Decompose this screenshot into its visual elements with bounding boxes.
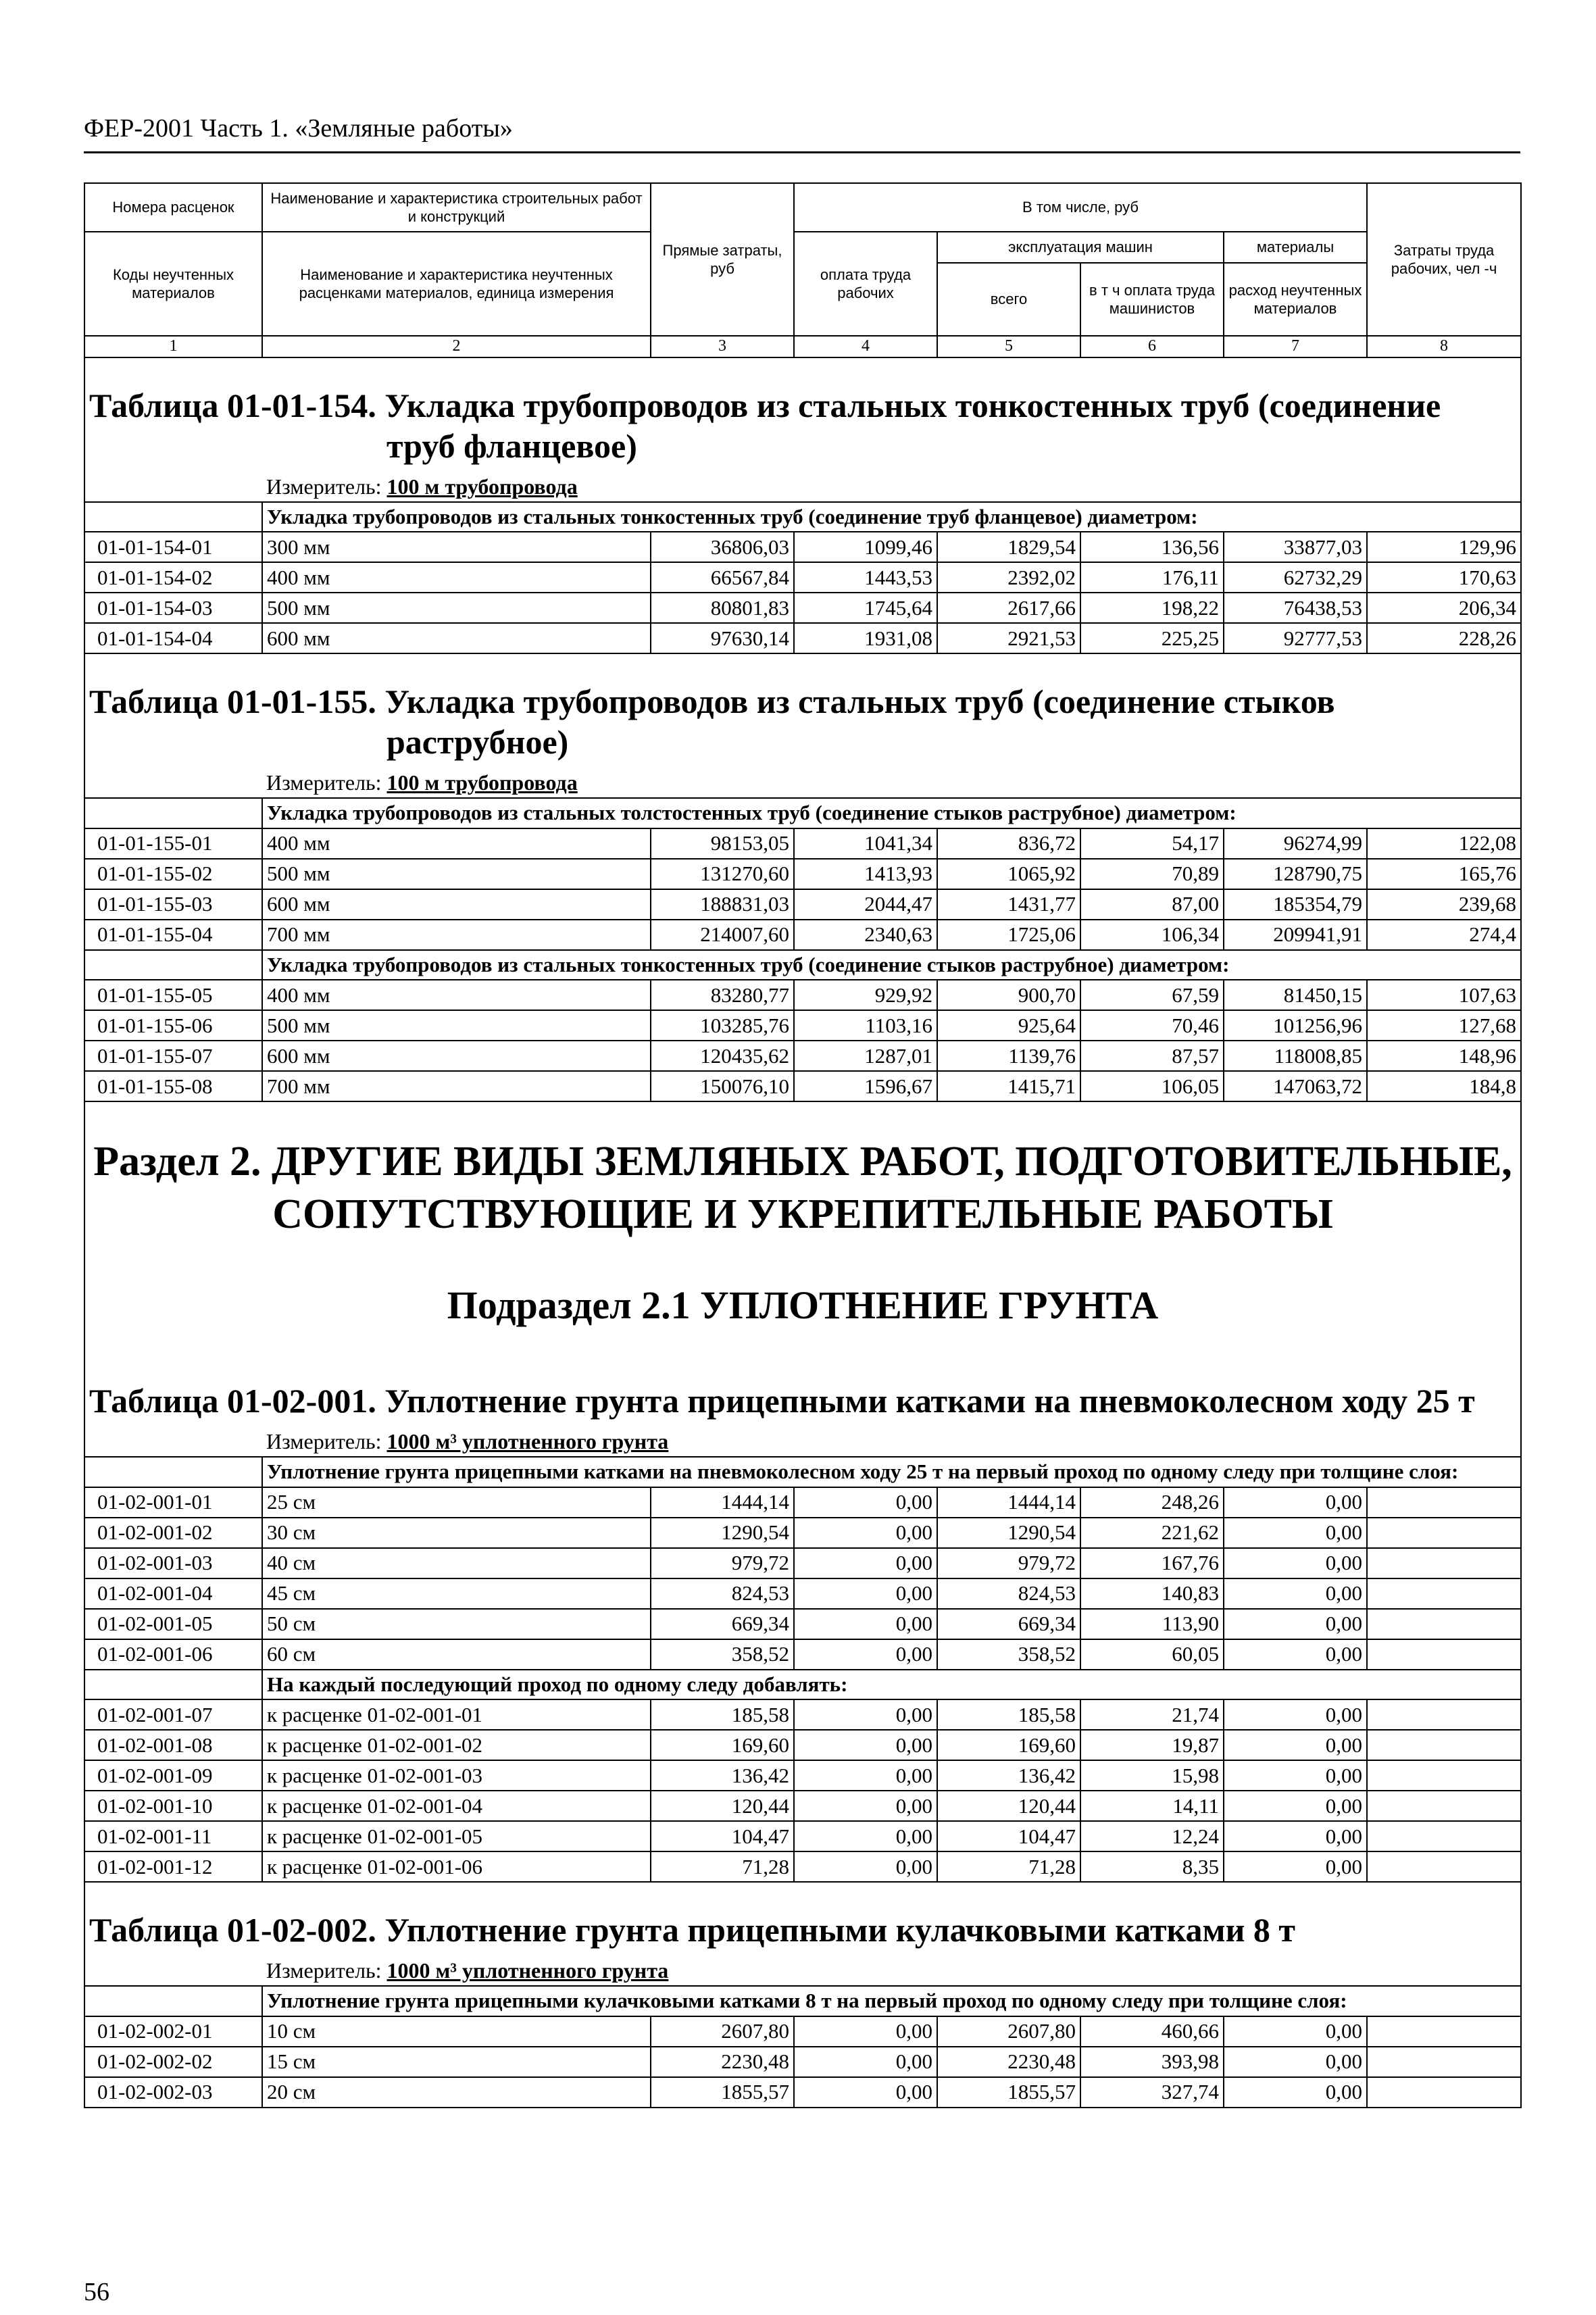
table-title: Таблица 01-01-154. Укладка трубопроводов из стальных тонкостенных труб (соединение труб фланцевое) xyxy=(84,357,1521,470)
cell: 54,17 xyxy=(1080,828,1224,859)
cell: 0,00 xyxy=(1224,2016,1367,2047)
cell: 169,60 xyxy=(651,1730,794,1760)
cell: 1065,92 xyxy=(937,859,1080,889)
col-workers-pay: оплата труда рабочих xyxy=(794,232,937,336)
cell: 136,56 xyxy=(1080,532,1224,562)
cell: 979,72 xyxy=(651,1548,794,1578)
cell: 21,74 xyxy=(1080,1699,1224,1730)
col-machines-header: эксплуатация машин xyxy=(937,232,1224,263)
cell: 14,11 xyxy=(1080,1791,1224,1821)
cell: 221,62 xyxy=(1080,1518,1224,1548)
cell: 0,00 xyxy=(1224,1518,1367,1548)
cell: 0,00 xyxy=(794,1578,937,1609)
table-row xyxy=(84,1851,1521,1882)
measure-line: Измеритель: 100 м трубопровода xyxy=(262,766,1521,798)
cell: 0,00 xyxy=(794,1851,937,1882)
cell xyxy=(84,1986,262,2016)
cell xyxy=(84,1425,262,1457)
cell: к расценке 01-02-001-05 xyxy=(262,1821,651,1851)
cell: 71,28 xyxy=(651,1851,794,1882)
cell xyxy=(1367,1609,1521,1639)
cell: 0,00 xyxy=(1224,1487,1367,1518)
cell: 1725,06 xyxy=(937,920,1080,950)
table-row xyxy=(84,562,1521,593)
cell: 0,00 xyxy=(1224,1760,1367,1791)
cell xyxy=(1367,1578,1521,1609)
cell: 67,59 xyxy=(1080,980,1224,1010)
cell: 140,83 xyxy=(1080,1578,1224,1609)
cell: 185,58 xyxy=(937,1699,1080,1730)
cell xyxy=(1367,1760,1521,1791)
cell: 96274,99 xyxy=(1224,828,1367,859)
cell: 30 см xyxy=(262,1518,651,1548)
cell: 2607,80 xyxy=(651,2016,794,2047)
cell: 925,64 xyxy=(937,1010,1080,1041)
cell: 700 мм xyxy=(262,1071,651,1101)
cell: 1099,46 xyxy=(794,532,937,562)
cell: 36806,03 xyxy=(651,532,794,562)
cell: 2921,53 xyxy=(937,623,1080,653)
cell: 0,00 xyxy=(1224,2077,1367,2108)
cell: 300 мм xyxy=(262,532,651,562)
measure-line: Измеритель: 1000 м³ уплотненного грунта xyxy=(262,1954,1521,1986)
cell: 400 мм xyxy=(262,828,651,859)
cell: 0,00 xyxy=(1224,1791,1367,1821)
running-header: ФЕР-2001 Часть 1. «Земляные работы» xyxy=(84,114,513,143)
cell xyxy=(1367,1730,1521,1760)
col-operators-pay: в т ч оплата труда машинистов xyxy=(1080,263,1224,336)
table-row xyxy=(84,1609,1521,1639)
cell: 2392,02 xyxy=(937,562,1080,593)
cell: 327,74 xyxy=(1080,2077,1224,2108)
table-row xyxy=(84,1699,1521,1730)
cell: 1290,54 xyxy=(937,1518,1080,1548)
table-subheader: Уплотнение грунта прицепными кулачковыми катками 8 т на первый проход по одному следу при толщине слоя: xyxy=(262,1986,1521,2016)
cell: 185,58 xyxy=(651,1699,794,1730)
cell: 669,34 xyxy=(937,1609,1080,1639)
table-row xyxy=(84,1639,1521,1670)
col-materials-header: материалы xyxy=(1224,232,1367,263)
cell: 118008,85 xyxy=(1224,1041,1367,1071)
cell: 1745,64 xyxy=(794,593,937,623)
cell: 106,05 xyxy=(1080,1071,1224,1101)
cell: 120435,62 xyxy=(651,1041,794,1071)
cell xyxy=(84,1457,262,1487)
rate-code: 01-01-155-02 xyxy=(84,859,262,889)
table-row xyxy=(84,1578,1521,1609)
cell: 1415,71 xyxy=(937,1071,1080,1101)
table-row xyxy=(84,1487,1521,1518)
cell: 127,68 xyxy=(1367,1010,1521,1041)
cell: 169,60 xyxy=(937,1730,1080,1760)
cell: 185354,79 xyxy=(1224,889,1367,920)
table-row xyxy=(84,2047,1521,2077)
cell: 120,44 xyxy=(651,1791,794,1821)
cell: 0,00 xyxy=(794,1821,937,1851)
cell: 929,92 xyxy=(794,980,937,1010)
cell: 104,47 xyxy=(937,1821,1080,1851)
cell: 0,00 xyxy=(794,1487,937,1518)
cell xyxy=(1367,2047,1521,2077)
cell: 147063,72 xyxy=(1224,1071,1367,1101)
cell: 45 см xyxy=(262,1578,651,1609)
rate-code: 01-01-154-04 xyxy=(84,623,262,653)
cell: 12,24 xyxy=(1080,1821,1224,1851)
cell xyxy=(1367,2016,1521,2047)
rate-code: 01-01-155-08 xyxy=(84,1071,262,1101)
cell: 120,44 xyxy=(937,1791,1080,1821)
cell xyxy=(84,1670,262,1700)
cell: 81450,15 xyxy=(1224,980,1367,1010)
table-row xyxy=(84,889,1521,920)
rate-code: 01-01-155-05 xyxy=(84,980,262,1010)
rate-code: 01-01-155-03 xyxy=(84,889,262,920)
cell: 1829,54 xyxy=(937,532,1080,562)
cell: 71,28 xyxy=(937,1851,1080,1882)
table-row xyxy=(84,1010,1521,1041)
rate-code: 01-01-155-06 xyxy=(84,1010,262,1041)
cell: 103285,76 xyxy=(651,1010,794,1041)
table-row xyxy=(84,1548,1521,1578)
cell: 150076,10 xyxy=(651,1071,794,1101)
table-row xyxy=(84,1518,1521,1548)
cell: 2230,48 xyxy=(937,2047,1080,2077)
cell xyxy=(1367,1851,1521,1882)
col-direct-costs: Прямые затраты, руб xyxy=(651,183,794,336)
rate-code: 01-02-001-02 xyxy=(84,1518,262,1548)
cell: 165,76 xyxy=(1367,859,1521,889)
cell: 0,00 xyxy=(794,1730,937,1760)
table-subheader: Уплотнение грунта прицепными катками на пневмоколесном ходу 25 т на первый проход по одному следу при толщине слоя: xyxy=(262,1457,1521,1487)
cell: 209941,91 xyxy=(1224,920,1367,950)
cell: к расценке 01-02-001-03 xyxy=(262,1760,651,1791)
rate-code: 01-02-001-07 xyxy=(84,1699,262,1730)
cell: 83280,77 xyxy=(651,980,794,1010)
cell: 87,57 xyxy=(1080,1041,1224,1071)
rate-code: 01-02-001-01 xyxy=(84,1487,262,1518)
cell: 1103,16 xyxy=(794,1010,937,1041)
table-row xyxy=(84,828,1521,859)
rate-code: 01-02-001-09 xyxy=(84,1760,262,1791)
cell: 248,26 xyxy=(1080,1487,1224,1518)
cell: 15 см xyxy=(262,2047,651,2077)
cell xyxy=(1367,1791,1521,1821)
cell: к расценке 01-02-001-04 xyxy=(262,1791,651,1821)
table-row xyxy=(84,593,1521,623)
cell: 274,4 xyxy=(1367,920,1521,950)
cell: 106,34 xyxy=(1080,920,1224,950)
rate-code: 01-02-001-12 xyxy=(84,1851,262,1882)
cell: 10 см xyxy=(262,2016,651,2047)
cell: 214007,60 xyxy=(651,920,794,950)
cell: 1444,14 xyxy=(937,1487,1080,1518)
col-material-names: Наименование и характеристика неучтенных расценками материалов, единица измерения xyxy=(262,232,651,336)
rate-code: 01-02-001-03 xyxy=(84,1548,262,1578)
cell: 669,34 xyxy=(651,1609,794,1639)
cell xyxy=(84,766,262,798)
cell: 600 мм xyxy=(262,889,651,920)
cell: 0,00 xyxy=(794,2077,937,2108)
section-title: Раздел 2. ДРУГИЕ ВИДЫ ЗЕМЛЯНЫХ РАБОТ, ПОДГОТОВИТЕЛЬНЫЕ, СОПУТСТВУЮЩИЕ И УКРЕПИТЕЛЬНЫЕ РАБОТЫ xyxy=(84,1101,1521,1258)
table-row xyxy=(84,1041,1521,1071)
col-labour-hours: Затраты труда рабочих, чел -ч xyxy=(1367,183,1521,336)
cell: 0,00 xyxy=(1224,1821,1367,1851)
cell: 167,76 xyxy=(1080,1548,1224,1578)
cell: 1855,57 xyxy=(937,2077,1080,2108)
cell: 0,00 xyxy=(1224,1699,1367,1730)
cell: 600 мм xyxy=(262,623,651,653)
table-row xyxy=(84,1071,1521,1101)
cell: 122,08 xyxy=(1367,828,1521,859)
cell: 1287,01 xyxy=(794,1041,937,1071)
cell xyxy=(84,798,262,828)
col-materials-use: расход неучтенных материалов xyxy=(1224,263,1367,336)
cell: 900,70 xyxy=(937,980,1080,1010)
column-numbers-row: 1 2 3 4 5 6 7 8 xyxy=(84,336,1521,357)
cell: 0,00 xyxy=(794,2047,937,2077)
price-table xyxy=(84,182,1522,2108)
cell: 0,00 xyxy=(794,1791,937,1821)
cell: 2230,48 xyxy=(651,2047,794,2077)
cell xyxy=(1367,1699,1521,1730)
cell: 128790,75 xyxy=(1224,859,1367,889)
cell: 148,96 xyxy=(1367,1041,1521,1071)
cell: 60,05 xyxy=(1080,1639,1224,1670)
measure-line: Измеритель: 1000 м³ уплотненного грунта xyxy=(262,1425,1521,1457)
table-title: Таблица 01-02-001. Уплотнение грунта прицепными катками на пневмоколесном ходу 25 т xyxy=(84,1353,1521,1425)
col-name-header: Наименование и характеристика строительных работ и конструкций xyxy=(262,183,651,232)
cell: 80801,83 xyxy=(651,593,794,623)
rate-code: 01-02-001-04 xyxy=(84,1578,262,1609)
cell: 113,90 xyxy=(1080,1609,1224,1639)
cell: 1413,93 xyxy=(794,859,937,889)
col-code-header: Номера расценок xyxy=(84,183,262,232)
subsection-title: Подраздел 2.1 УПЛОТНЕНИЕ ГРУНТА xyxy=(84,1258,1521,1353)
cell: 225,25 xyxy=(1080,623,1224,653)
table-row xyxy=(84,2016,1521,2047)
cell: 15,98 xyxy=(1080,1760,1224,1791)
cell: 979,72 xyxy=(937,1548,1080,1578)
cell: 0,00 xyxy=(794,1699,937,1730)
cell: 0,00 xyxy=(794,1760,937,1791)
cell: 92777,53 xyxy=(1224,623,1367,653)
cell xyxy=(1367,1821,1521,1851)
cell: 0,00 xyxy=(1224,2047,1367,2077)
cell: 66567,84 xyxy=(651,562,794,593)
cell xyxy=(1367,1518,1521,1548)
cell: 170,63 xyxy=(1367,562,1521,593)
rate-code: 01-01-154-03 xyxy=(84,593,262,623)
cell: 400 мм xyxy=(262,980,651,1010)
cell xyxy=(84,950,262,980)
cell: 358,52 xyxy=(937,1639,1080,1670)
rate-code: 01-01-154-01 xyxy=(84,532,262,562)
cell: 50 см xyxy=(262,1609,651,1639)
table-subheader: Укладка трубопроводов из стальных толстостенных труб (соединение стыков раструбное) диаметром: xyxy=(262,798,1521,828)
cell: 824,53 xyxy=(937,1578,1080,1609)
cell: 98153,05 xyxy=(651,828,794,859)
cell: 1596,67 xyxy=(794,1071,937,1101)
table-subheader: На каждый последующий проход по одному следу добавлять: xyxy=(262,1670,1521,1700)
cell: 2617,66 xyxy=(937,593,1080,623)
cell: 8,35 xyxy=(1080,1851,1224,1882)
cell: 60 см xyxy=(262,1639,651,1670)
cell: 1139,76 xyxy=(937,1041,1080,1071)
cell: 0,00 xyxy=(794,1639,937,1670)
table-title: Таблица 01-02-002. Уплотнение грунта прицепными кулачковыми катками 8 т xyxy=(84,1882,1521,1954)
rate-code: 01-02-001-06 xyxy=(84,1639,262,1670)
cell: 101256,96 xyxy=(1224,1010,1367,1041)
cell xyxy=(1367,1548,1521,1578)
cell: 136,42 xyxy=(651,1760,794,1791)
table-row xyxy=(84,623,1521,653)
cell: 0,00 xyxy=(1224,1609,1367,1639)
cell: 500 мм xyxy=(262,1010,651,1041)
cell: 206,34 xyxy=(1367,593,1521,623)
table-subheader: Укладка трубопроводов из стальных тонкостенных труб (соединение стыков раструбное) диаметром: xyxy=(262,950,1521,980)
table-subheader: Укладка трубопроводов из стальных тонкостенных труб (соединение труб фланцевое) диаметром: xyxy=(262,502,1521,532)
cell: 500 мм xyxy=(262,859,651,889)
cell: 107,63 xyxy=(1367,980,1521,1010)
cell: 700 мм xyxy=(262,920,651,950)
col-machines-total: всего xyxy=(937,263,1080,336)
cell: 600 мм xyxy=(262,1041,651,1071)
cell: 0,00 xyxy=(1224,1851,1367,1882)
rate-code: 01-02-002-02 xyxy=(84,2047,262,2077)
cell: 239,68 xyxy=(1367,889,1521,920)
table-row xyxy=(84,1760,1521,1791)
cell: 460,66 xyxy=(1080,2016,1224,2047)
cell: 25 см xyxy=(262,1487,651,1518)
cell: 70,89 xyxy=(1080,859,1224,889)
cell: 0,00 xyxy=(1224,1730,1367,1760)
cell: 2607,80 xyxy=(937,2016,1080,2047)
cell: 393,98 xyxy=(1080,2047,1224,2077)
measure-line: Измеритель: 100 м трубопровода xyxy=(262,470,1521,502)
cell: 400 мм xyxy=(262,562,651,593)
cell: 0,00 xyxy=(1224,1578,1367,1609)
col-group-header: В том числе, руб xyxy=(794,183,1367,232)
cell: к расценке 01-02-001-01 xyxy=(262,1699,651,1730)
cell: 1443,53 xyxy=(794,562,937,593)
rate-code: 01-01-154-02 xyxy=(84,562,262,593)
cell: 19,87 xyxy=(1080,1730,1224,1760)
cell: 228,26 xyxy=(1367,623,1521,653)
cell: 188831,03 xyxy=(651,889,794,920)
header-rule xyxy=(84,151,1520,153)
cell: 70,46 xyxy=(1080,1010,1224,1041)
cell: 500 мм xyxy=(262,593,651,623)
cell: 824,53 xyxy=(651,1578,794,1609)
table-row xyxy=(84,859,1521,889)
table-row xyxy=(84,1791,1521,1821)
cell: 1431,77 xyxy=(937,889,1080,920)
cell: 1855,57 xyxy=(651,2077,794,2108)
cell xyxy=(1367,2077,1521,2108)
cell: 1290,54 xyxy=(651,1518,794,1548)
rate-code: 01-01-155-04 xyxy=(84,920,262,950)
cell xyxy=(1367,1487,1521,1518)
cell: 1931,08 xyxy=(794,623,937,653)
cell: 129,96 xyxy=(1367,532,1521,562)
cell: 87,00 xyxy=(1080,889,1224,920)
page-number: 56 xyxy=(84,2278,109,2306)
cell: 62732,29 xyxy=(1224,562,1367,593)
table-row xyxy=(84,920,1521,950)
cell: 0,00 xyxy=(794,2016,937,2047)
cell: 33877,03 xyxy=(1224,532,1367,562)
cell: 836,72 xyxy=(937,828,1080,859)
cell: 104,47 xyxy=(651,1821,794,1851)
cell: к расценке 01-02-001-02 xyxy=(262,1730,651,1760)
cell xyxy=(84,1954,262,1986)
table-row xyxy=(84,1821,1521,1851)
rate-code: 01-02-002-03 xyxy=(84,2077,262,2108)
cell xyxy=(1367,1639,1521,1670)
cell: 198,22 xyxy=(1080,593,1224,623)
rate-code: 01-02-001-05 xyxy=(84,1609,262,1639)
cell: 0,00 xyxy=(1224,1548,1367,1578)
table-row xyxy=(84,2077,1521,2108)
cell: к расценке 01-02-001-06 xyxy=(262,1851,651,1882)
cell: 0,00 xyxy=(794,1609,937,1639)
cell: 2044,47 xyxy=(794,889,937,920)
cell: 184,8 xyxy=(1367,1071,1521,1101)
rate-code: 01-02-001-11 xyxy=(84,1821,262,1851)
table-title: Таблица 01-01-155. Укладка трубопроводов из стальных труб (соединение стыков раструбное) xyxy=(84,653,1521,766)
cell: 20 см xyxy=(262,2077,651,2108)
cell: 0,00 xyxy=(794,1548,937,1578)
rate-code: 01-01-155-01 xyxy=(84,828,262,859)
cell: 40 см xyxy=(262,1548,651,1578)
table-row xyxy=(84,980,1521,1010)
rate-code: 01-01-155-07 xyxy=(84,1041,262,1071)
table-row xyxy=(84,532,1521,562)
cell: 0,00 xyxy=(794,1518,937,1548)
cell: 176,11 xyxy=(1080,562,1224,593)
cell: 97630,14 xyxy=(651,623,794,653)
rate-code: 01-02-002-01 xyxy=(84,2016,262,2047)
col-material-codes: Коды неучтенных материалов xyxy=(84,232,262,336)
cell: 76438,53 xyxy=(1224,593,1367,623)
cell: 0,00 xyxy=(1224,1639,1367,1670)
cell: 1444,14 xyxy=(651,1487,794,1518)
cell: 2340,63 xyxy=(794,920,937,950)
cell: 131270,60 xyxy=(651,859,794,889)
cell: 1041,34 xyxy=(794,828,937,859)
table-row xyxy=(84,1730,1521,1760)
rate-code: 01-02-001-10 xyxy=(84,1791,262,1821)
rate-code: 01-02-001-08 xyxy=(84,1730,262,1760)
cell: 358,52 xyxy=(651,1639,794,1670)
cell: 136,42 xyxy=(937,1760,1080,1791)
